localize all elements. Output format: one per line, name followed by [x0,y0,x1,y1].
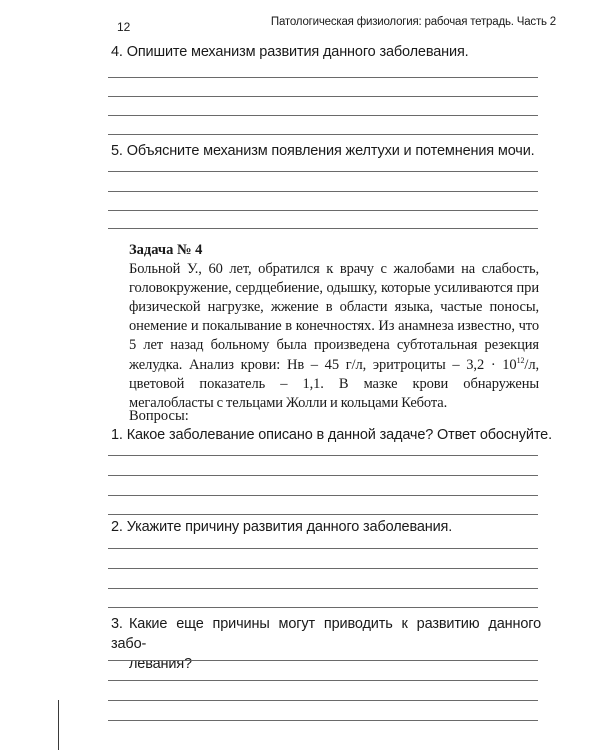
answer-line[interactable] [108,720,538,721]
question-number: 2. [111,519,123,535]
question-number: 5. [111,143,123,159]
question-text: Объясните механизм появления желтухи и потемнения мочи. [126,143,535,159]
question-3-line1 [111,614,541,654]
answer-line[interactable] [108,210,538,211]
question-text: Какие еще причины могут приводить к развитию данного забо- [111,616,541,652]
scan-edge-mark [58,700,59,750]
answer-line[interactable] [108,115,538,116]
task-body-superscript: 12 [516,355,525,365]
answer-line[interactable] [108,607,538,608]
question-text: Какое заболевание описано в данной задаче? Ответ обоснуйте. [126,427,552,443]
answer-line[interactable] [108,455,538,456]
question-5 [111,143,535,159]
answer-line[interactable] [108,475,538,476]
answer-line[interactable] [108,548,538,549]
answer-line[interactable] [108,495,538,496]
answer-line[interactable] [108,660,538,661]
answer-line[interactable] [108,700,538,701]
task-body [129,260,539,413]
answer-line[interactable] [108,514,538,515]
running-header: Патологическая физиология: рабочая тетрадь. Часть 2 [270,16,556,28]
question-1 [111,427,552,443]
question-text: Опишите механизм развития данного заболевания. [126,44,469,60]
question-3 [111,614,541,674]
answer-line[interactable] [108,680,538,681]
questions-label: Вопросы: [129,408,189,424]
task-body-part2: /л, цветовой показатель – 1,1. В мазке крови обнаружены мегалобласты с тельцами Жолли и кольцами Кебота. [129,356,539,411]
answer-line[interactable] [108,77,538,78]
answer-line[interactable] [108,134,538,135]
page-number: 12 [117,20,131,34]
answer-line[interactable] [108,96,538,97]
question-4 [111,44,469,60]
question-number: 1. [111,427,123,443]
answer-line[interactable] [108,588,538,589]
question-number: 3. [111,616,123,632]
question-text: Укажите причину развития данного заболевания. [126,519,453,535]
question-3-line2: левания? [129,656,192,672]
question-2 [111,519,452,535]
answer-line[interactable] [108,568,538,569]
question-number: 4. [111,44,123,60]
task-title: Задача № 4 [129,242,203,258]
task-block [129,241,539,413]
answer-line[interactable] [108,171,538,172]
answer-line[interactable] [108,191,538,192]
task-body-part1: Больной У., 60 лет, обратился к врачу с жалобами на слабость, головокружение, сердцебиение, одышку, которые усиливаются при физической нагрузке, жжение в области языка, частые поносы, онемение и покалывание в конечностях. Из анамнеза известно, что 5 лет назад больному была произведена субтотальная резекция желудка. Анализ крови: Нв – 45 г/л, эритроциты – 3,2 · 10 [129,261,539,373]
answer-line[interactable] [108,228,538,229]
